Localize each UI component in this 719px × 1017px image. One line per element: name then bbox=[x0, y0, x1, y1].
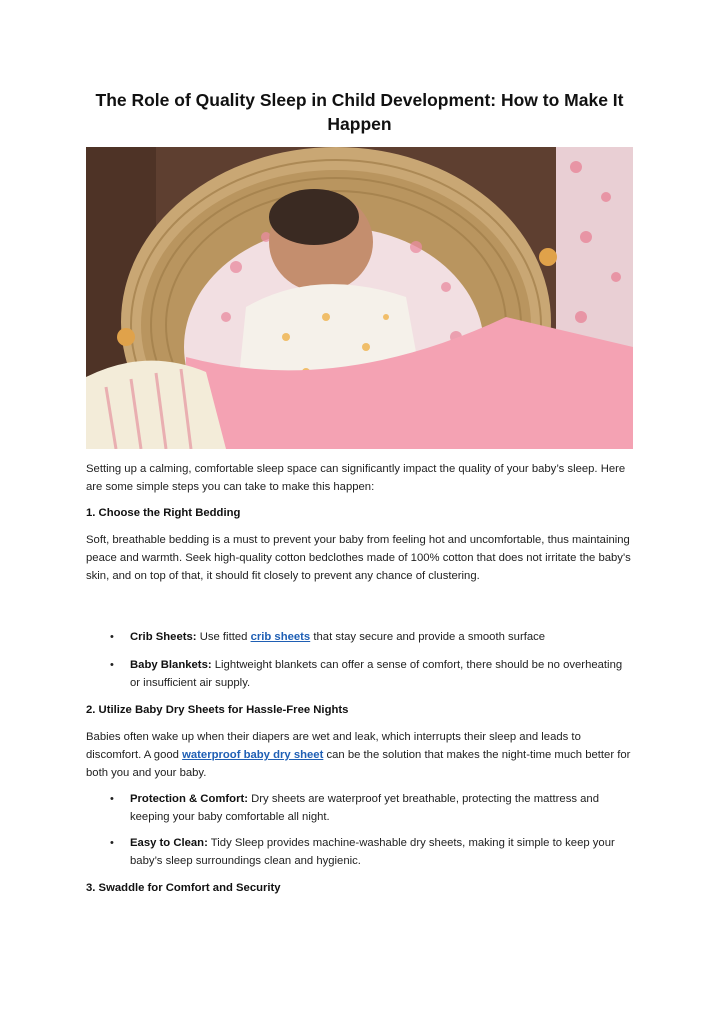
list-item-label: Baby Blankets: bbox=[130, 659, 212, 671]
list-item-text: Lightweight blankets can offer a sense of comfort, there should be no overheating or insufficient air supply. bbox=[130, 659, 623, 689]
section-1-paragraph: Soft, breathable bedding is a must to prevent your baby from feeling hot and uncomfortable, thus maintaining peace and warmth. Seek high-quality cotton bedclothes made of 100% cotton that does not irritate the baby's skin, and on top of that, it should fit closely to prevent any chance of clustering. bbox=[86, 534, 631, 582]
bullet-icon: • bbox=[110, 793, 114, 805]
list-item-label: Easy to Clean: bbox=[130, 837, 208, 849]
bullet-icon: • bbox=[110, 837, 114, 849]
list-item-text: Dry sheets are waterproof yet breathable, protecting the mattress and keeping your baby comfortable all night. bbox=[130, 793, 600, 823]
crib-sheets-link[interactable]: crib sheets bbox=[250, 631, 311, 643]
list-item-protection-comfort bbox=[110, 790, 630, 826]
baby-photo-illustration bbox=[86, 147, 633, 449]
baby-sleeping-in-basket-photo bbox=[86, 147, 633, 449]
intro-paragraph: Setting up a calming, comfortable sleep space can significantly impact the quality of your baby’s sleep. Here are some simple steps you can take to make this happen: bbox=[86, 463, 626, 493]
list-item-crib-sheets bbox=[110, 628, 630, 646]
bullet-icon: • bbox=[110, 659, 114, 671]
waterproof-baby-dry-sheet-link[interactable]: waterproof baby dry sheet bbox=[182, 749, 324, 761]
paragraph-text: Babies often wake up when their diapers are wet and leak, which interrupts their sleep and leads to discomfort. A good bbox=[86, 731, 581, 761]
section-3-heading: 3. Swaddle for Comfort and Security bbox=[86, 882, 281, 894]
section-1-heading: 1. Choose the Right Bedding bbox=[86, 507, 241, 519]
list-item-text: Use fitted bbox=[199, 631, 248, 643]
bullet-icon: • bbox=[110, 631, 114, 643]
list-item-baby-blankets bbox=[110, 656, 630, 692]
section-2-heading: 2. Utilize Baby Dry Sheets for Hassle-Free Nights bbox=[86, 704, 349, 716]
list-item-text: Tidy Sleep provides machine-washable dry sheets, making it simple to keep your baby’s sleep surroundings clean and hygienic. bbox=[130, 837, 615, 867]
list-item-text: that stay secure and provide a smooth surface bbox=[313, 631, 546, 643]
list-item-label: Protection & Comfort: bbox=[130, 793, 248, 805]
list-item-label: Crib Sheets: bbox=[130, 631, 197, 643]
list-item-easy-to-clean bbox=[110, 834, 630, 870]
paragraph-text: can be the solution that makes the night-time much better for both you and your baby. bbox=[86, 749, 631, 779]
section-2-paragraph bbox=[86, 728, 633, 782]
page-title: The Role of Quality Sleep in Child Development: How to Make It Happen bbox=[95, 90, 624, 134]
